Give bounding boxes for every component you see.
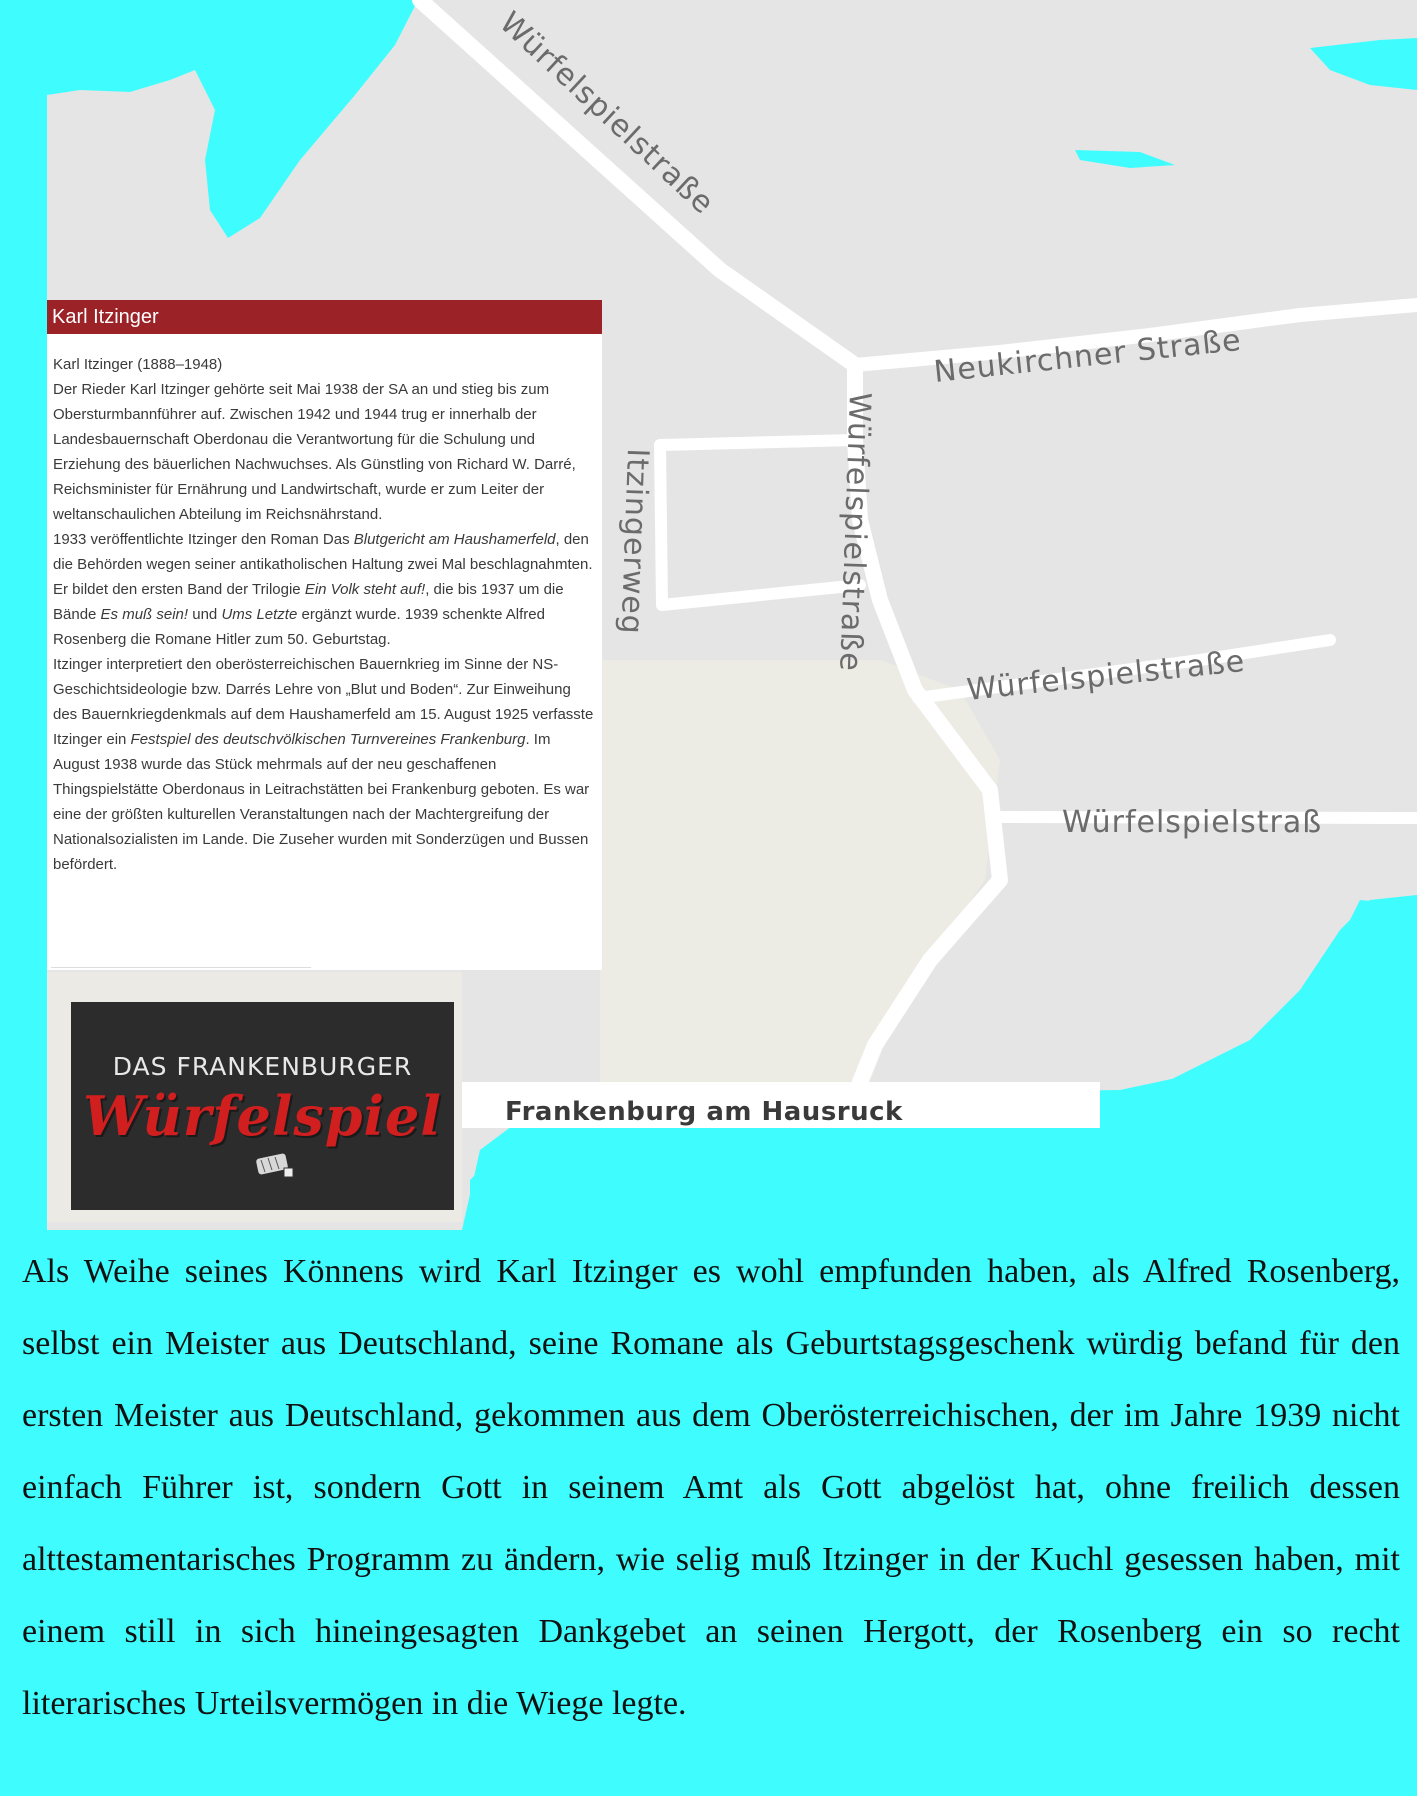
info-panel <box>47 300 602 970</box>
book-title: Ein Volk steht auf! <box>304 581 426 598</box>
street-label-neukirchner: Neukirchner Straße <box>932 322 1244 390</box>
text: , die bis 1937 um die Bände <box>53 581 564 623</box>
book-title: Blutgericht am Haushamerfeld <box>353 531 556 548</box>
book-title: Es muß sein! <box>100 606 189 623</box>
text: und <box>188 606 222 623</box>
panel-paragraph: Karl Itzinger (1888–1948) <box>53 356 223 373</box>
panel-body <box>47 334 602 877</box>
street-label-wuerfelspiel-top: Würfelspielstraße <box>492 5 721 222</box>
book-title: Ums Letzte <box>221 606 298 623</box>
panel-title: Karl Itzinger <box>47 300 602 334</box>
text: . Im August 1938 wurde das Stück mehrmals auf der neu geschaffenen Thingspielstätte Oberdonaus in Leitrachstätten bei Frankenburg geboten. Es war eine der größten kulturellen Veranstaltungen nach der Machtergreifung der Nationalsozialisten im Lande. Die Zuseher wurden mit Sonderzügen und Bussen befördert. <box>53 731 590 873</box>
text: , den die Behörden wegen seiner antikatholischen Haltung zwei Mal beschlagnahmten. Er bildet den ersten Band der Trilogie <box>53 531 593 598</box>
text: Itzinger interpretiert den oberösterreichischen Bauernkrieg im Sinne der NS-Geschichtsideologie bzw. Darrés Lehre von „Blut und Boden“. Zur Einweihung des Bauernkriegdenkmals auf dem Haushamerfeld am 15. August 1925 verfasste Itzinger ein <box>53 656 594 748</box>
panel-paragraph: Der Rieder Karl Itzinger gehörte seit Mai 1938 der SA an und stieg bis zum Obersturmbannführer auf. Zwischen 1942 und 1944 trug er innerhalb der Landesbauernschaft Oberdonau die Verantwortung für die Schulung und Erziehung des bäuerlichen Nachwuchses. Als Günstling von Richard W. Darré, Reichsminister für Ernährung und Landwirtschaft, wurde er zum Leiter der weltanschaulichen Abteilung im Reichsnährstand. <box>53 381 576 523</box>
panel-divider <box>51 967 311 970</box>
street-label-wuerfelspiel-mid: Würfelspielstraße <box>965 643 1247 708</box>
essay-text: Als Weihe seines Könnens wird Karl Itzinger es wohl empfunden haben, als Alfred Rosenberg, selbst ein Meister aus Deutschland, seine Romane als Geburtstagsgeschenk würdig befand für den ersten Meister aus Deutschland, gekommen aus dem Oberösterreichischen, der im Jahre 1939 nicht einfach Führer ist, sondern Gott in seinem Amt als Gott abgelöst hat, ohne freilich dessen alttestamentarisches Programm zu ändern, wie selig muß Itzinger in der Kuchl gesessen haben, mit einem still in sich hineingesagten Dankgebet an seinen Hergott, der Rosenberg ein so recht literarisches Urteilsvermögen in die Wiege legte. <box>22 1253 1400 1722</box>
dice-cup-icon <box>251 1152 299 1180</box>
panel-paragraph <box>53 652 594 877</box>
wuerfelspiel-logo <box>71 1002 454 1210</box>
logo-title: Würfelspiel <box>83 1084 442 1148</box>
play-title: Festspiel des deutschvölkischen Turnvereines Frankenburg <box>130 731 526 748</box>
street-label-itzingerweg: Itzingerweg <box>613 447 655 636</box>
street-label-wuerfelspiel-lower: Würfelspielstraß <box>1062 805 1323 840</box>
place-label: Frankenburg am Hausruck <box>505 1097 903 1127</box>
text: 1933 veröffentlichte Itzinger den Roman Das <box>53 531 354 548</box>
text: ergänzt wurde. 1939 schenkte Alfred Rosenberg die Romane Hitler zum 50. Geburtstag. <box>53 606 545 648</box>
panel-paragraph <box>53 527 594 652</box>
logo-subtitle: DAS FRANKENBURGER <box>112 1052 413 1081</box>
street-label-wuerfelspiel-vertical: Würfelspielstraße <box>832 391 877 673</box>
